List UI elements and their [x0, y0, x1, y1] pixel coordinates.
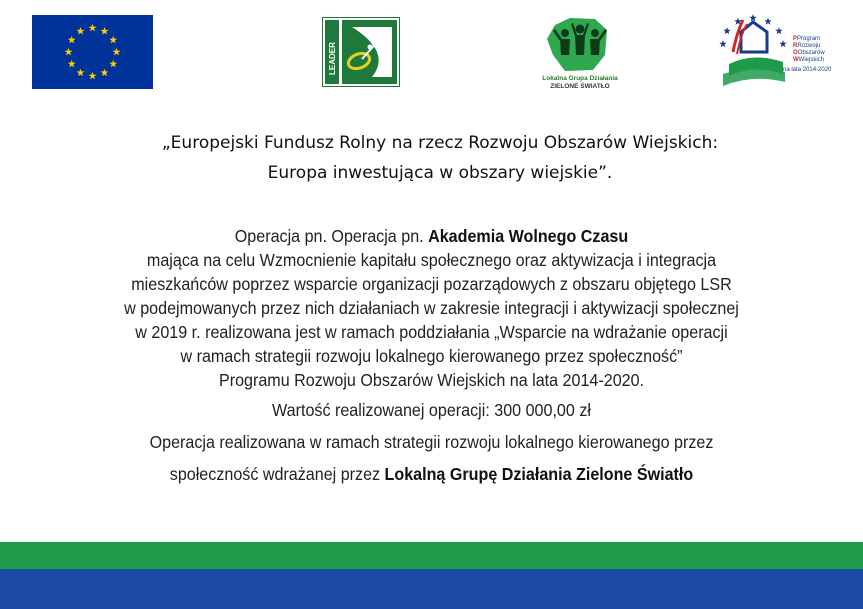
eu-stars-icon [32, 15, 153, 89]
operation-line: mająca na celu Wzmocnienie kapitału społecznego oraz aktywizacja i integracja [146, 250, 717, 270]
eu-star-icon [77, 27, 85, 35]
blue-stripe [0, 569, 863, 609]
operation-title-line [71, 224, 791, 248]
prow-years: na lata 2014-2020 [783, 67, 832, 73]
prow-emblem-icon [713, 12, 791, 92]
lgd-zielone-swiatlo-logo [535, 15, 625, 93]
operation-name: Akademia Wolnego Czasu [428, 226, 629, 246]
eu-star-icon [77, 69, 85, 77]
eu-star-icon [89, 24, 97, 32]
eu-star-icon [68, 60, 76, 68]
eu-star-icon [113, 48, 121, 56]
prow-star-icon [719, 40, 727, 47]
eafrd-motto [40, 128, 840, 188]
operation-prefix: Operacja pn. Operacja pn. [234, 226, 429, 246]
lgd-logo-subcaption: ZIELONE ŚWIATŁO [550, 83, 610, 90]
prow-star-icon [749, 14, 757, 21]
eu-star-icon [101, 27, 109, 35]
operation-line: w ramach strategii rozwoju lokalnego kierowanego przez społeczność” [180, 346, 683, 366]
lgd-logo-caption: Lokalna Grupa Działania [542, 75, 618, 82]
eu-star-icon [89, 72, 97, 80]
eu-star-icon [65, 48, 73, 56]
prow-line: OObszarów [793, 50, 825, 56]
operation-description [71, 224, 791, 488]
motto-line-1: „Europejski Fundusz Rolny na rzecz Rozwoju Obszarów Wiejskich: [161, 133, 719, 153]
green-stripe [0, 542, 863, 569]
implementation-prefix: społeczność wdrażanej przez [169, 464, 385, 484]
eu-star-icon [68, 36, 76, 44]
svg-text:LEADER: LEADER [328, 42, 337, 75]
prow-star-icon [779, 40, 787, 47]
prow-star-icon [764, 17, 772, 24]
operation-value: Wartość realizowanej operacji: 300 000,00 zł [272, 400, 591, 420]
prow-line: RRozwoju [793, 43, 821, 49]
operation-line: mieszkańców poprzez wsparcie organizacji pozarządowych z obszaru objętego LSR [131, 274, 732, 294]
eu-star-icon [109, 36, 117, 44]
implementation-group-line [71, 460, 791, 488]
prow-star-icon [775, 27, 783, 34]
leader-logo [322, 17, 400, 87]
operation-line: w podejmowanych przez nich działaniach w zakresie integracji i aktywizacji społecznej [124, 298, 739, 318]
lgd-group-name: Lokalną Grupę Działania Zielone Światło [384, 464, 694, 484]
eu-star-icon [109, 60, 117, 68]
operation-line: Programu Rozwoju Obszarów Wiejskich na lata 2014-2020. [218, 370, 645, 390]
prow-line: PProgram [793, 36, 821, 42]
eu-star-icon [101, 69, 109, 77]
motto-line-2: Europa inwestująca w obszary wiejskie”. [267, 163, 613, 183]
operation-line: w 2019 r. realizowana jest w ramach poddziałania „Wsparcie na wdrażanie operacji [135, 322, 728, 342]
implementation-line: Operacja realizowana w ramach strategii rozwoju lokalnego kierowanego przez [149, 432, 714, 452]
eu-flag-logo [32, 15, 153, 89]
prow-line: WWiejskich [793, 57, 825, 63]
prow-star-icon [723, 27, 731, 34]
prow-logo [713, 12, 848, 92]
